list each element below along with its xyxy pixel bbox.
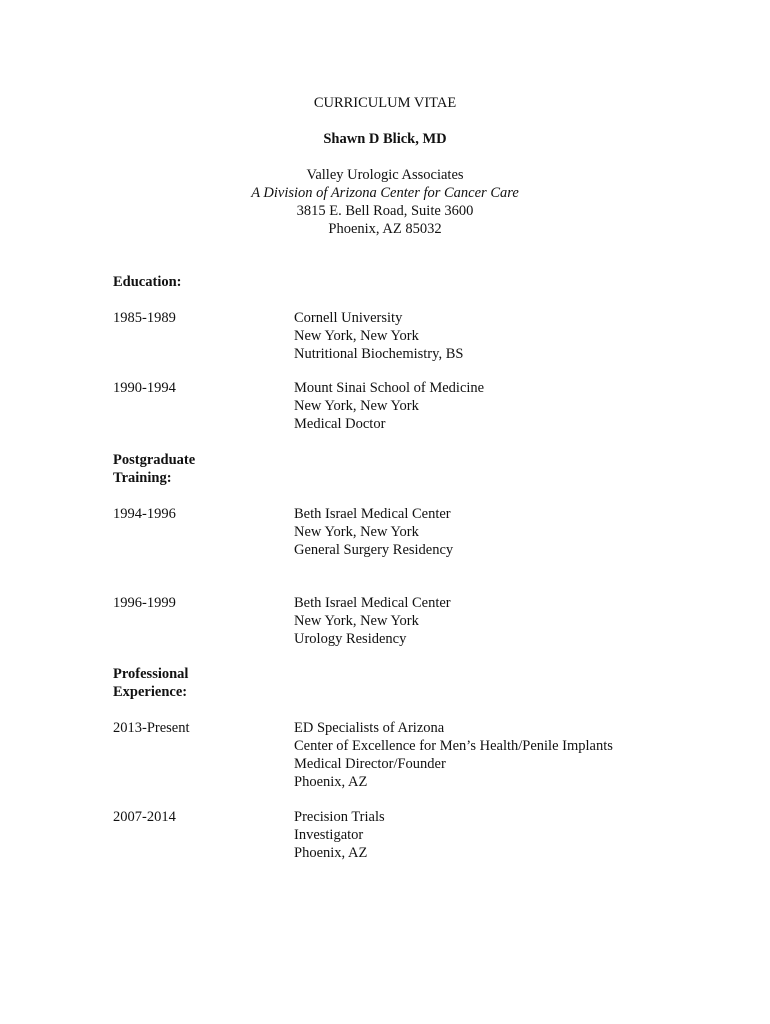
entry-line: Beth Israel Medical Center (294, 595, 451, 611)
organization-name: Valley Urologic Associates (306, 167, 464, 183)
entry-dates: 2013-Present (113, 720, 190, 736)
entry-line: New York, New York (294, 328, 419, 344)
professional-heading-line: Professional (113, 666, 189, 682)
entry-line: New York, New York (294, 398, 419, 414)
organization-block (0, 166, 770, 238)
entry-line: Center of Excellence for Men’s Health/Penile Implants (294, 738, 613, 754)
entry-details (294, 594, 734, 648)
organization-division: A Division of Arizona Center for Cancer Care (251, 185, 519, 201)
document-title: CURRICULUM VITAE (313, 95, 457, 111)
entry-dates: 1994-1996 (113, 506, 176, 522)
entry-line: Cornell University (294, 310, 403, 326)
entry-line: Precision Trials (294, 809, 385, 825)
entry-line: New York, New York (294, 524, 419, 540)
entry-line: Urology Residency (294, 631, 407, 647)
entry-details (294, 505, 734, 559)
entry-line: Medical Doctor (294, 416, 386, 432)
entry-details (294, 379, 734, 433)
entry-line: New York, New York (294, 613, 419, 629)
entry-line: Phoenix, AZ (294, 845, 368, 861)
professional-heading (113, 665, 273, 701)
entry-details (294, 719, 734, 791)
entry-line: Investigator (294, 827, 364, 843)
postgraduate-heading (113, 451, 273, 487)
entry-line: Medical Director/Founder (294, 756, 446, 772)
entry-dates: 1990-1994 (113, 380, 176, 396)
entry-line: Nutritional Biochemistry, BS (294, 346, 464, 362)
education-heading: Education: (113, 274, 182, 290)
entry-line: ED Specialists of Arizona (294, 720, 445, 736)
entry-dates: 1985-1989 (113, 310, 176, 326)
person-name: Shawn D Blick, MD (323, 131, 447, 147)
entry-line: Beth Israel Medical Center (294, 506, 451, 522)
entry-details (294, 309, 734, 363)
entry-line: Mount Sinai School of Medicine (294, 380, 485, 396)
entry-dates: 1996-1999 (113, 595, 176, 611)
entry-line: Phoenix, AZ (294, 774, 368, 790)
organization-street: 3815 E. Bell Road, Suite 3600 (296, 203, 474, 219)
professional-heading-line: Experience: (113, 684, 188, 700)
postgraduate-heading-line: Training: (113, 470, 172, 486)
entry-line: General Surgery Residency (294, 542, 454, 558)
entry-dates: 2007-2014 (113, 809, 176, 825)
entry-details (294, 808, 734, 862)
postgraduate-heading-line: Postgraduate (113, 452, 196, 468)
organization-city: Phoenix, AZ 85032 (328, 221, 442, 237)
